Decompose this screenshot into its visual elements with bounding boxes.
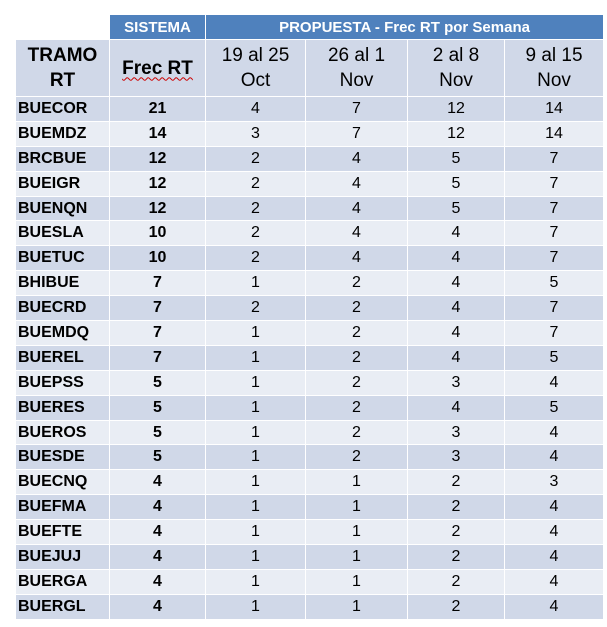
- week-2-cell: 1: [306, 470, 408, 495]
- week-2-cell: 1: [306, 545, 408, 570]
- week-3-cell: 3: [408, 371, 505, 396]
- week-3-cell: 3: [408, 445, 505, 470]
- frec-cell: 4: [110, 520, 206, 545]
- week-4-cell: 4: [505, 445, 604, 470]
- header-blank-cell: [16, 15, 110, 40]
- table-row: [16, 97, 604, 122]
- week-3-cell: 2: [408, 520, 505, 545]
- week-1-cell: 1: [206, 570, 306, 595]
- frec-cell: 5: [110, 396, 206, 421]
- week-3-cell: 2: [408, 495, 505, 520]
- frequency-table: [16, 15, 604, 620]
- week-1-cell: 1: [206, 470, 306, 495]
- table-row: [16, 271, 604, 296]
- header-tramo-line2: RT: [49, 70, 76, 91]
- week-3-month: Nov: [439, 70, 473, 91]
- week-1-cell: 1: [206, 346, 306, 371]
- tramo-cell: BRCBUE: [16, 147, 110, 172]
- table-row: [16, 570, 604, 595]
- week-3-cell: 2: [408, 470, 505, 495]
- week-2-cell: 7: [306, 122, 408, 147]
- week-4-cell: 4: [505, 495, 604, 520]
- header-week-3: [408, 40, 505, 97]
- table-row: [16, 122, 604, 147]
- week-1-range: 19 al 25: [221, 45, 290, 66]
- week-1-cell: 2: [206, 147, 306, 172]
- week-1-cell: 2: [206, 197, 306, 222]
- week-2-cell: 2: [306, 296, 408, 321]
- week-1-cell: 2: [206, 172, 306, 197]
- tramo-cell: BUEJUJ: [16, 545, 110, 570]
- week-4-cell: 7: [505, 246, 604, 271]
- frec-cell: 10: [110, 246, 206, 271]
- frec-cell: 7: [110, 271, 206, 296]
- week-1-cell: 2: [206, 221, 306, 246]
- frec-cell: 21: [110, 97, 206, 122]
- week-3-cell: 4: [408, 396, 505, 421]
- table-row: [16, 346, 604, 371]
- week-4-cell: 5: [505, 346, 604, 371]
- tramo-cell: BHIBUE: [16, 271, 110, 296]
- tramo-cell: BUEMDZ: [16, 122, 110, 147]
- header-frec-rt-label: Frec RT: [122, 57, 193, 79]
- tramo-cell: BUECNQ: [16, 470, 110, 495]
- week-3-cell: 4: [408, 246, 505, 271]
- week-3-cell: 2: [408, 545, 505, 570]
- week-1-cell: 1: [206, 271, 306, 296]
- week-2-range: 26 al 1: [327, 45, 386, 66]
- table-row: [16, 520, 604, 545]
- week-4-month: Nov: [537, 70, 571, 91]
- week-4-cell: 4: [505, 570, 604, 595]
- tramo-cell: BUEPSS: [16, 371, 110, 396]
- week-1-cell: 4: [206, 97, 306, 122]
- tramo-cell: BUENQN: [16, 197, 110, 222]
- week-4-cell: 14: [505, 97, 604, 122]
- header-tramo-rt: [16, 40, 110, 97]
- frec-cell: 12: [110, 197, 206, 222]
- frec-cell: 7: [110, 346, 206, 371]
- table-row: [16, 545, 604, 570]
- week-3-cell: 3: [408, 421, 505, 446]
- week-4-cell: 4: [505, 545, 604, 570]
- week-2-cell: 4: [306, 246, 408, 271]
- week-1-cell: 1: [206, 321, 306, 346]
- header-tramo-line1: TRAMO: [27, 45, 98, 66]
- table-row: [16, 296, 604, 321]
- tramo-cell: BUERGA: [16, 570, 110, 595]
- frec-cell: 12: [110, 172, 206, 197]
- week-1-cell: 1: [206, 495, 306, 520]
- week-2-cell: 4: [306, 147, 408, 172]
- frec-cell: 5: [110, 371, 206, 396]
- week-2-cell: 2: [306, 346, 408, 371]
- week-3-cell: 4: [408, 296, 505, 321]
- week-2-cell: 2: [306, 421, 408, 446]
- table-row: [16, 371, 604, 396]
- table-row: [16, 147, 604, 172]
- week-3-cell: 12: [408, 122, 505, 147]
- week-2-cell: 1: [306, 595, 408, 620]
- week-4-cell: 4: [505, 371, 604, 396]
- week-3-cell: 12: [408, 97, 505, 122]
- week-2-cell: 2: [306, 445, 408, 470]
- frec-cell: 4: [110, 545, 206, 570]
- week-2-cell: 1: [306, 570, 408, 595]
- week-2-cell: 4: [306, 221, 408, 246]
- tramo-cell: BUECRD: [16, 296, 110, 321]
- frec-cell: 7: [110, 296, 206, 321]
- week-3-cell: 4: [408, 346, 505, 371]
- week-1-cell: 1: [206, 421, 306, 446]
- table-row: [16, 445, 604, 470]
- week-1-cell: 2: [206, 246, 306, 271]
- table-row: [16, 470, 604, 495]
- week-3-cell: 5: [408, 172, 505, 197]
- table-row: [16, 421, 604, 446]
- week-3-range: 2 al 8: [432, 45, 480, 66]
- week-3-cell: 5: [408, 197, 505, 222]
- table-row: [16, 321, 604, 346]
- week-3-cell: 5: [408, 147, 505, 172]
- week-3-cell: 4: [408, 321, 505, 346]
- week-2-cell: 4: [306, 197, 408, 222]
- week-1-cell: 2: [206, 296, 306, 321]
- header-week-4: [505, 40, 604, 97]
- week-4-cell: 7: [505, 197, 604, 222]
- week-2-cell: 2: [306, 396, 408, 421]
- table-row: [16, 172, 604, 197]
- week-2-cell: 4: [306, 172, 408, 197]
- week-1-cell: 1: [206, 371, 306, 396]
- week-4-cell: 4: [505, 421, 604, 446]
- header-row-columns: [16, 40, 604, 97]
- week-4-cell: 4: [505, 520, 604, 545]
- tramo-cell: BUERGL: [16, 595, 110, 620]
- week-3-cell: 2: [408, 570, 505, 595]
- tramo-cell: BUEREL: [16, 346, 110, 371]
- tramo-cell: BUESLA: [16, 221, 110, 246]
- frec-cell: 12: [110, 147, 206, 172]
- week-3-cell: 4: [408, 271, 505, 296]
- week-4-cell: 4: [505, 595, 604, 620]
- frec-cell: 4: [110, 595, 206, 620]
- frec-cell: 10: [110, 221, 206, 246]
- week-4-cell: 7: [505, 321, 604, 346]
- tramo-cell: BUERES: [16, 396, 110, 421]
- week-1-cell: 1: [206, 445, 306, 470]
- week-2-cell: 2: [306, 371, 408, 396]
- tramo-cell: BUEFTE: [16, 520, 110, 545]
- tramo-cell: BUESDE: [16, 445, 110, 470]
- tramo-cell: BUEFMA: [16, 495, 110, 520]
- frec-cell: 4: [110, 570, 206, 595]
- tramo-cell: BUEMDQ: [16, 321, 110, 346]
- week-4-cell: 5: [505, 271, 604, 296]
- week-2-cell: 1: [306, 520, 408, 545]
- header-propuesta: PROPUESTA - Frec RT por Semana: [206, 15, 604, 40]
- frec-cell: 5: [110, 421, 206, 446]
- week-1-month: Oct: [240, 70, 271, 91]
- frec-cell: 4: [110, 495, 206, 520]
- table-row: [16, 495, 604, 520]
- week-1-cell: 3: [206, 122, 306, 147]
- week-2-cell: 2: [306, 321, 408, 346]
- week-4-cell: 7: [505, 296, 604, 321]
- frec-cell: 5: [110, 445, 206, 470]
- table-row: [16, 396, 604, 421]
- table-row: [16, 221, 604, 246]
- week-2-cell: 1: [306, 495, 408, 520]
- week-4-cell: 3: [505, 470, 604, 495]
- week-4-range: 9 al 15: [525, 45, 583, 66]
- table-row: [16, 197, 604, 222]
- table-row: [16, 246, 604, 271]
- week-1-cell: 1: [206, 396, 306, 421]
- tramo-cell: BUEROS: [16, 421, 110, 446]
- week-1-cell: 1: [206, 520, 306, 545]
- header-frec-rt: [110, 40, 206, 97]
- header-week-1: [206, 40, 306, 97]
- week-4-cell: 14: [505, 122, 604, 147]
- header-row-groups: [16, 15, 604, 40]
- tramo-cell: BUETUC: [16, 246, 110, 271]
- week-2-month: Nov: [339, 70, 374, 91]
- frec-cell: 14: [110, 122, 206, 147]
- week-1-cell: 1: [206, 545, 306, 570]
- week-2-cell: 7: [306, 97, 408, 122]
- tramo-cell: BUECOR: [16, 97, 110, 122]
- week-4-cell: 7: [505, 172, 604, 197]
- frec-cell: 7: [110, 321, 206, 346]
- frec-cell: 4: [110, 470, 206, 495]
- week-4-cell: 7: [505, 221, 604, 246]
- tramo-cell: BUEIGR: [16, 172, 110, 197]
- table-body: [16, 97, 604, 620]
- table-row: [16, 595, 604, 620]
- week-4-cell: 5: [505, 396, 604, 421]
- header-week-2: [306, 40, 408, 97]
- header-sistema: SISTEMA: [110, 15, 206, 40]
- week-4-cell: 7: [505, 147, 604, 172]
- week-3-cell: 2: [408, 595, 505, 620]
- week-1-cell: 1: [206, 595, 306, 620]
- week-3-cell: 4: [408, 221, 505, 246]
- week-2-cell: 2: [306, 271, 408, 296]
